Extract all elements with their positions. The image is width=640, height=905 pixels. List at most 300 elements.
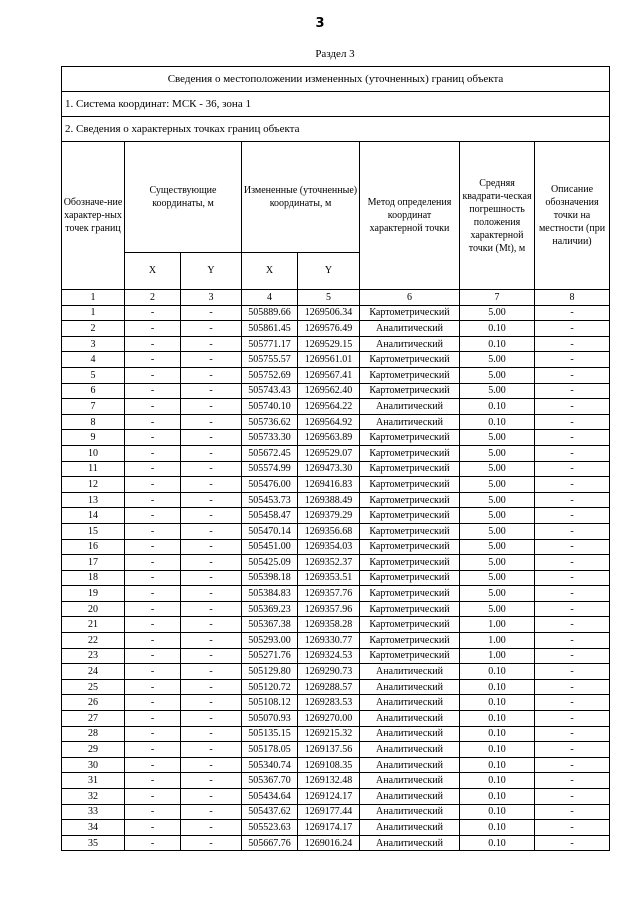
existing-y-cell: - (181, 477, 242, 493)
y-coordinate-cell: 1269358.28 (298, 617, 360, 633)
table-row (62, 367, 610, 383)
method-cell: Аналитический (360, 399, 460, 415)
description-cell: - (535, 430, 610, 446)
x-coordinate-cell: 505736.62 (242, 414, 298, 430)
accuracy-cell: 0.10 (460, 757, 535, 773)
x-coordinate-cell: 505070.93 (242, 711, 298, 727)
description-cell: - (535, 773, 610, 789)
column-number: 5 (298, 290, 360, 306)
accuracy-cell: 0.10 (460, 695, 535, 711)
point-number-cell: 10 (62, 445, 125, 461)
accuracy-cell: 0.10 (460, 726, 535, 742)
table-row (62, 726, 610, 742)
x-coordinate-cell: 505523.63 (242, 820, 298, 836)
method-cell: Аналитический (360, 789, 460, 805)
x-coordinate-cell: 505470.14 (242, 523, 298, 539)
table-row (62, 414, 610, 430)
boundary-points-table (61, 66, 610, 851)
accuracy-cell: 5.00 (460, 523, 535, 539)
y-coordinate-cell: 1269564.22 (298, 399, 360, 415)
x-coordinate-cell: 505733.30 (242, 430, 298, 446)
existing-y-cell: - (181, 555, 242, 571)
existing-x-cell: - (125, 804, 181, 820)
table-row (62, 617, 610, 633)
method-cell: Картометрический (360, 523, 460, 539)
y-coordinate-cell: 1269353.51 (298, 570, 360, 586)
y-coordinate-cell: 1269529.15 (298, 336, 360, 352)
table-row (62, 305, 610, 321)
header-row (62, 142, 610, 253)
y-coordinate-cell: 1269177.44 (298, 804, 360, 820)
point-number-cell: 12 (62, 477, 125, 493)
existing-y-cell: - (181, 586, 242, 602)
x-coordinate-cell: 505752.69 (242, 367, 298, 383)
x-coordinate-cell: 505458.47 (242, 508, 298, 524)
description-cell: - (535, 757, 610, 773)
existing-y-cell: - (181, 508, 242, 524)
method-cell: Аналитический (360, 321, 460, 337)
y-coordinate-cell: 1269124.17 (298, 789, 360, 805)
method-cell: Картометрический (360, 586, 460, 602)
method-cell: Аналитический (360, 835, 460, 851)
description-cell: - (535, 445, 610, 461)
table-row (62, 742, 610, 758)
y-coordinate-cell: 1269288.57 (298, 679, 360, 695)
method-cell: Картометрический (360, 445, 460, 461)
method-cell: Аналитический (360, 664, 460, 680)
existing-x-cell: - (125, 336, 181, 352)
point-number-cell: 32 (62, 789, 125, 805)
x-coordinate-cell: 505271.76 (242, 648, 298, 664)
point-number-cell: 27 (62, 711, 125, 727)
description-cell: - (535, 336, 610, 352)
section-label: Раздел 3 (315, 48, 355, 60)
existing-y-cell: - (181, 726, 242, 742)
accuracy-cell: 5.00 (460, 586, 535, 602)
x-coordinate-cell: 505367.38 (242, 617, 298, 633)
x-coordinate-cell: 505453.73 (242, 492, 298, 508)
table-row (62, 711, 610, 727)
y-coordinate-cell: 1269352.37 (298, 555, 360, 571)
description-cell: - (535, 367, 610, 383)
method-cell: Картометрический (360, 539, 460, 555)
y-coordinate-cell: 1269290.73 (298, 664, 360, 680)
accuracy-cell: 0.10 (460, 679, 535, 695)
existing-x-cell: - (125, 648, 181, 664)
y-coordinate-cell: 1269357.76 (298, 586, 360, 602)
x-coordinate-cell: 505740.10 (242, 399, 298, 415)
existing-x-cell: - (125, 617, 181, 633)
description-cell: - (535, 399, 610, 415)
existing-y-cell: - (181, 695, 242, 711)
description-cell: - (535, 461, 610, 477)
table-row (62, 352, 610, 368)
existing-x-cell: - (125, 399, 181, 415)
accuracy-cell: 5.00 (460, 305, 535, 321)
existing-x-cell: - (125, 586, 181, 602)
point-number-cell: 31 (62, 773, 125, 789)
y-coordinate-cell: 1269567.41 (298, 367, 360, 383)
point-number-cell: 4 (62, 352, 125, 368)
description-cell: - (535, 617, 610, 633)
table-row (62, 835, 610, 851)
method-cell: Аналитический (360, 804, 460, 820)
x-coordinate-cell: 505384.83 (242, 586, 298, 602)
header-changed: Измененные (уточненные) координаты, м (242, 142, 360, 253)
description-cell: - (535, 570, 610, 586)
point-number-cell: 35 (62, 835, 125, 851)
method-cell: Картометрический (360, 555, 460, 571)
existing-x-cell: - (125, 492, 181, 508)
point-number-cell: 25 (62, 679, 125, 695)
accuracy-cell: 5.00 (460, 383, 535, 399)
header-accuracy: Средняя квадрати-ческая погрешность положения характерной точки (Mt), м (460, 142, 535, 290)
point-number-cell: 5 (62, 367, 125, 383)
description-cell: - (535, 321, 610, 337)
existing-x-cell: - (125, 414, 181, 430)
description-cell: - (535, 711, 610, 727)
existing-x-cell: - (125, 664, 181, 680)
points-caption: 2. Сведения о характерных точках границ объекта (62, 117, 610, 142)
point-number-cell: 2 (62, 321, 125, 337)
table-row (62, 570, 610, 586)
table-row (62, 508, 610, 524)
column-number-row (62, 290, 610, 306)
table-row (62, 789, 610, 805)
method-cell: Аналитический (360, 820, 460, 836)
table-row (62, 445, 610, 461)
x-coordinate-cell: 505889.66 (242, 305, 298, 321)
x-coordinate-cell: 505129.80 (242, 664, 298, 680)
existing-y-cell: - (181, 523, 242, 539)
existing-x-cell: - (125, 695, 181, 711)
accuracy-cell: 5.00 (460, 570, 535, 586)
y-coordinate-cell: 1269506.34 (298, 305, 360, 321)
y-coordinate-cell: 1269356.68 (298, 523, 360, 539)
y-coordinate-cell: 1269016.24 (298, 835, 360, 851)
table-row (62, 336, 610, 352)
existing-y-cell: - (181, 492, 242, 508)
x-coordinate-cell: 505437.62 (242, 804, 298, 820)
existing-y-cell: - (181, 820, 242, 836)
existing-x-cell: - (125, 773, 181, 789)
y-coordinate-cell: 1269132.48 (298, 773, 360, 789)
column-number: 6 (360, 290, 460, 306)
description-cell: - (535, 804, 610, 820)
existing-y-cell: - (181, 414, 242, 430)
existing-y-cell: - (181, 664, 242, 680)
method-cell: Аналитический (360, 742, 460, 758)
method-cell: Аналитический (360, 773, 460, 789)
description-cell: - (535, 414, 610, 430)
x-coordinate-cell: 505574.99 (242, 461, 298, 477)
point-number-cell: 34 (62, 820, 125, 836)
x-coordinate-cell: 505771.17 (242, 336, 298, 352)
existing-y-cell: - (181, 430, 242, 446)
x-coordinate-cell: 505369.23 (242, 601, 298, 617)
x-coordinate-cell: 505108.12 (242, 695, 298, 711)
point-number-cell: 3 (62, 336, 125, 352)
accuracy-cell: 0.10 (460, 414, 535, 430)
description-cell: - (535, 477, 610, 493)
point-number-cell: 29 (62, 742, 125, 758)
y-coordinate-cell: 1269563.89 (298, 430, 360, 446)
y-coordinate-cell: 1269354.03 (298, 539, 360, 555)
existing-y-cell: - (181, 789, 242, 805)
y-coordinate-cell: 1269324.53 (298, 648, 360, 664)
accuracy-cell: 0.10 (460, 321, 535, 337)
table-row (62, 679, 610, 695)
y-coordinate-cell: 1269388.49 (298, 492, 360, 508)
accuracy-cell: 1.00 (460, 633, 535, 649)
method-cell: Картометрический (360, 352, 460, 368)
description-cell: - (535, 586, 610, 602)
method-cell: Аналитический (360, 336, 460, 352)
y-coordinate-cell: 1269174.17 (298, 820, 360, 836)
x-coordinate-cell: 505451.00 (242, 539, 298, 555)
point-number-cell: 8 (62, 414, 125, 430)
table-row (62, 757, 610, 773)
existing-y-cell: - (181, 367, 242, 383)
method-cell: Аналитический (360, 757, 460, 773)
x-coordinate-cell: 505743.43 (242, 383, 298, 399)
table-row (62, 773, 610, 789)
y-coordinate-cell: 1269379.29 (298, 508, 360, 524)
table-row (62, 477, 610, 493)
description-cell: - (535, 742, 610, 758)
method-cell: Картометрический (360, 492, 460, 508)
existing-y-cell: - (181, 679, 242, 695)
point-number-cell: 24 (62, 664, 125, 680)
existing-x-cell: - (125, 305, 181, 321)
table-row (62, 820, 610, 836)
existing-y-cell: - (181, 617, 242, 633)
table-row (62, 648, 610, 664)
existing-y-cell: - (181, 601, 242, 617)
existing-x-cell: - (125, 383, 181, 399)
existing-x-cell: - (125, 523, 181, 539)
y-coordinate-cell: 1269473.30 (298, 461, 360, 477)
method-cell: Картометрический (360, 430, 460, 446)
y-coordinate-cell: 1269270.00 (298, 711, 360, 727)
y-coordinate-cell: 1269215.32 (298, 726, 360, 742)
accuracy-cell: 5.00 (460, 601, 535, 617)
table-row (62, 633, 610, 649)
y-coordinate-cell: 1269416.83 (298, 477, 360, 493)
description-cell: - (535, 352, 610, 368)
y-coordinate-cell: 1269561.01 (298, 352, 360, 368)
x-coordinate-cell: 505667.76 (242, 835, 298, 851)
existing-y-cell: - (181, 336, 242, 352)
table-row (62, 383, 610, 399)
point-number-cell: 11 (62, 461, 125, 477)
existing-x-cell: - (125, 633, 181, 649)
y-coordinate-cell: 1269576.49 (298, 321, 360, 337)
header-existing-y: Y (181, 253, 242, 290)
x-coordinate-cell: 505672.45 (242, 445, 298, 461)
accuracy-cell: 1.00 (460, 648, 535, 664)
description-cell: - (535, 820, 610, 836)
method-cell: Картометрический (360, 601, 460, 617)
existing-x-cell: - (125, 789, 181, 805)
method-cell: Аналитический (360, 679, 460, 695)
table-row (62, 321, 610, 337)
point-number-cell: 19 (62, 586, 125, 602)
header-designation: Обозначе-ние характер-ных точек границ (62, 142, 125, 290)
existing-x-cell: - (125, 679, 181, 695)
header-method: Метод определения координат характерной точки (360, 142, 460, 290)
description-cell: - (535, 679, 610, 695)
description-cell: - (535, 305, 610, 321)
point-number-cell: 15 (62, 523, 125, 539)
existing-x-cell: - (125, 445, 181, 461)
existing-y-cell: - (181, 445, 242, 461)
y-coordinate-cell: 1269330.77 (298, 633, 360, 649)
accuracy-cell: 5.00 (460, 539, 535, 555)
point-number-cell: 1 (62, 305, 125, 321)
accuracy-cell: 0.10 (460, 820, 535, 836)
method-cell: Картометрический (360, 633, 460, 649)
existing-x-cell: - (125, 820, 181, 836)
description-cell: - (535, 508, 610, 524)
table-row (62, 664, 610, 680)
method-cell: Аналитический (360, 695, 460, 711)
coord-system-row (62, 92, 610, 117)
column-number: 8 (535, 290, 610, 306)
column-number: 1 (62, 290, 125, 306)
method-cell: Картометрический (360, 570, 460, 586)
existing-x-cell: - (125, 461, 181, 477)
accuracy-cell: 5.00 (460, 445, 535, 461)
accuracy-cell: 5.00 (460, 477, 535, 493)
existing-y-cell: - (181, 305, 242, 321)
description-cell: - (535, 726, 610, 742)
point-number-cell: 6 (62, 383, 125, 399)
existing-y-cell: - (181, 773, 242, 789)
existing-x-cell: - (125, 352, 181, 368)
column-number: 2 (125, 290, 181, 306)
table-row (62, 555, 610, 571)
existing-y-cell: - (181, 539, 242, 555)
table-row (62, 399, 610, 415)
point-number-cell: 30 (62, 757, 125, 773)
existing-y-cell: - (181, 742, 242, 758)
point-number-cell: 21 (62, 617, 125, 633)
accuracy-cell: 5.00 (460, 367, 535, 383)
accuracy-cell: 5.00 (460, 508, 535, 524)
table-row (62, 461, 610, 477)
accuracy-cell: 5.00 (460, 555, 535, 571)
existing-y-cell: - (181, 352, 242, 368)
y-coordinate-cell: 1269357.96 (298, 601, 360, 617)
point-number-cell: 33 (62, 804, 125, 820)
accuracy-cell: 5.00 (460, 430, 535, 446)
table-row (62, 539, 610, 555)
table-body (62, 67, 610, 851)
table-row (62, 523, 610, 539)
point-number-cell: 22 (62, 633, 125, 649)
existing-y-cell: - (181, 757, 242, 773)
method-cell: Картометрический (360, 477, 460, 493)
points-caption-row (62, 117, 610, 142)
existing-x-cell: - (125, 477, 181, 493)
table-title: Сведения о местоположении измененных (уточненных) границ объекта (62, 67, 610, 92)
description-cell: - (535, 383, 610, 399)
accuracy-cell: 5.00 (460, 461, 535, 477)
accuracy-cell: 0.10 (460, 336, 535, 352)
table-row (62, 601, 610, 617)
x-coordinate-cell: 505398.18 (242, 570, 298, 586)
description-cell: - (535, 695, 610, 711)
x-coordinate-cell: 505120.72 (242, 679, 298, 695)
description-cell: - (535, 523, 610, 539)
existing-x-cell: - (125, 367, 181, 383)
accuracy-cell: 1.00 (460, 617, 535, 633)
description-cell: - (535, 539, 610, 555)
y-coordinate-cell: 1269529.07 (298, 445, 360, 461)
point-number-cell: 28 (62, 726, 125, 742)
description-cell: - (535, 664, 610, 680)
point-number-cell: 26 (62, 695, 125, 711)
method-cell: Картометрический (360, 648, 460, 664)
existing-y-cell: - (181, 804, 242, 820)
description-cell: - (535, 601, 610, 617)
accuracy-cell: 5.00 (460, 492, 535, 508)
existing-y-cell: - (181, 461, 242, 477)
method-cell: Картометрический (360, 617, 460, 633)
x-coordinate-cell: 505476.00 (242, 477, 298, 493)
column-number: 7 (460, 290, 535, 306)
coord-system-caption: 1. Система координат: МСК - 36, зона 1 (62, 92, 610, 117)
existing-y-cell: - (181, 711, 242, 727)
x-coordinate-cell: 505293.00 (242, 633, 298, 649)
x-coordinate-cell: 505755.57 (242, 352, 298, 368)
existing-x-cell: - (125, 539, 181, 555)
point-number-cell: 16 (62, 539, 125, 555)
method-cell: Аналитический (360, 711, 460, 727)
existing-x-cell: - (125, 555, 181, 571)
y-coordinate-cell: 1269108.35 (298, 757, 360, 773)
description-cell: - (535, 492, 610, 508)
x-coordinate-cell: 505425.09 (242, 555, 298, 571)
y-coordinate-cell: 1269283.53 (298, 695, 360, 711)
existing-x-cell: - (125, 742, 181, 758)
existing-x-cell: - (125, 601, 181, 617)
page-number: 3 (315, 16, 325, 31)
method-cell: Картометрический (360, 367, 460, 383)
y-coordinate-cell: 1269137.56 (298, 742, 360, 758)
x-coordinate-cell: 505340.74 (242, 757, 298, 773)
accuracy-cell: 0.10 (460, 835, 535, 851)
existing-x-cell: - (125, 321, 181, 337)
x-coordinate-cell: 505434.64 (242, 789, 298, 805)
existing-x-cell: - (125, 835, 181, 851)
column-number: 4 (242, 290, 298, 306)
existing-x-cell: - (125, 726, 181, 742)
existing-x-cell: - (125, 508, 181, 524)
description-cell: - (535, 555, 610, 571)
description-cell: - (535, 835, 610, 851)
accuracy-cell: 0.10 (460, 711, 535, 727)
existing-y-cell: - (181, 399, 242, 415)
existing-x-cell: - (125, 711, 181, 727)
accuracy-cell: 0.10 (460, 742, 535, 758)
existing-x-cell: - (125, 757, 181, 773)
method-cell: Аналитический (360, 726, 460, 742)
method-cell: Картометрический (360, 383, 460, 399)
point-number-cell: 14 (62, 508, 125, 524)
accuracy-cell: 0.10 (460, 399, 535, 415)
